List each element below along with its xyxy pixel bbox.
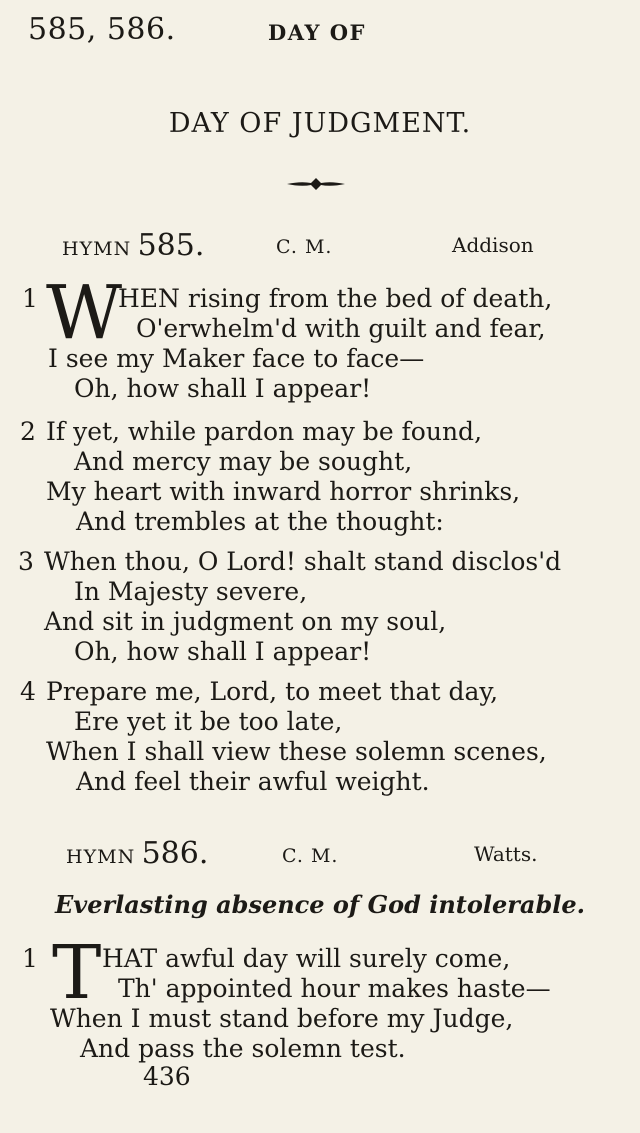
running-head-hymn-numbers: 585, 586. xyxy=(28,12,176,47)
verse-line: Oh, how shall I appear! xyxy=(74,374,372,403)
verse-line: HEN rising from the bed of death, xyxy=(118,284,553,313)
stanza-number: 2 xyxy=(20,417,36,446)
hymn-number: 585. xyxy=(137,228,205,263)
stanza-number: 3 xyxy=(18,547,34,576)
hymn-585-meter: C. M. xyxy=(276,236,333,258)
verse-line: Prepare me, Lord, to meet that day, xyxy=(46,677,499,706)
hymn-586-author: Watts. xyxy=(474,842,538,866)
stanza-number: 1 xyxy=(22,944,38,973)
drop-cap: W xyxy=(46,270,123,356)
hymn-586-meter: C. M. xyxy=(282,845,339,867)
verse-line: And sit in judgment on my soul, xyxy=(44,607,447,636)
section-title: DAY OF JUDGMENT. xyxy=(168,108,472,139)
verse-line: If yet, while pardon may be found, xyxy=(46,417,483,446)
verse-line: And trembles at the thought: xyxy=(76,507,444,536)
verse-line: Oh, how shall I appear! xyxy=(74,637,372,666)
verse-line: And pass the solemn test. xyxy=(80,1034,406,1063)
verse-line: HAT awful day will surely come, xyxy=(102,944,511,973)
hymn-label: HYMN xyxy=(62,238,132,260)
drop-cap: T xyxy=(52,930,102,1016)
verse-line: I see my Maker face to face— xyxy=(48,344,425,373)
hymn-586-heading xyxy=(66,836,208,871)
page-number: 436 xyxy=(143,1062,191,1091)
hymn-585-author: Addison xyxy=(452,233,534,257)
verse-line: Th' appointed hour makes haste— xyxy=(118,974,551,1003)
stanza-number: 4 xyxy=(20,677,36,706)
verse-line: When thou, O Lord! shalt stand disclos'd xyxy=(44,547,562,576)
verse-line: My heart with inward horror shrinks, xyxy=(46,477,521,506)
verse-line: And mercy may be sought, xyxy=(74,447,413,476)
running-head-title: DAY OF xyxy=(268,20,366,45)
stanza-number: 1 xyxy=(22,284,38,313)
verse-line: When I shall view these solemn scenes, xyxy=(46,737,547,766)
hymn-585-heading xyxy=(62,228,204,263)
hymn-label: HYMN xyxy=(66,846,136,868)
verse-line: Ere yet it be too late, xyxy=(74,707,343,736)
verse-line: In Majesty severe, xyxy=(74,577,308,606)
verse-line: And feel their awful weight. xyxy=(76,767,430,796)
verse-line: O'erwhelm'd with guilt and fear, xyxy=(136,314,546,343)
flourish-icon xyxy=(285,174,347,198)
verse-line: When I must stand before my Judge, xyxy=(50,1004,514,1033)
hymn-586-subtitle: Everlasting absence of God intolerable. xyxy=(54,890,585,919)
hymn-number: 586. xyxy=(141,836,209,871)
